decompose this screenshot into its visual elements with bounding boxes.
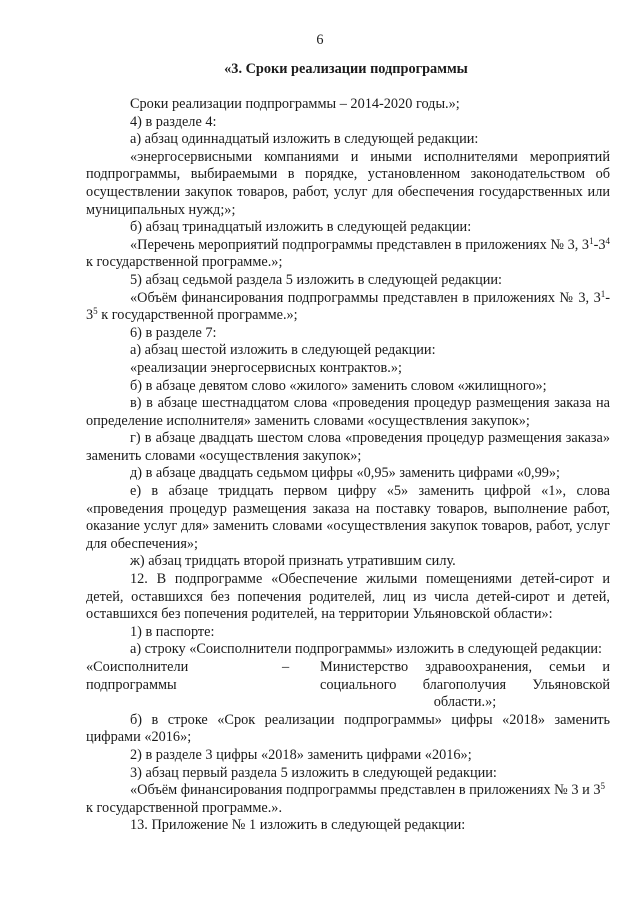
page-number: 6 [316,32,324,48]
paragraph: д) в абзаце двадцать седьмом цифры «0,95» заменить цифрами «0,99»; [130,465,560,482]
paragraph: в) в абзаце шестнадцатом слова «проведения процедур размещения заказа на определение исполнителя» заменить словами «осуществления закупок»; [86,395,610,429]
paragraph: г) в абзаце двадцать шестом слова «проведения процедур размещения заказа» заменить словами «осуществления закупок»; [86,430,610,464]
text-run: «Объём финансирования подпрограммы представлен в приложениях № 3 и 3 [130,782,601,799]
paragraph: а) абзац одиннадцатый изложить в следующей редакции: [130,131,479,148]
paragraph: а) строку «Соисполнители подпрограммы» изложить в следующей редакции: [130,641,602,658]
paragraph: 6) в разделе 7: [130,324,217,341]
text-run: -3 [593,236,606,253]
superscript: 1 [589,235,594,246]
paragraph: а) абзац шестой изложить в следующей редакции: [130,342,436,359]
paragraph: 2) в разделе 3 цифры «2018» заменить цифрами «2016»; [130,746,472,763]
paragraph [86,237,610,272]
paragraph: 13. Приложение № 1 изложить в следующей редакции: [130,817,466,834]
row-label-line: подпрограммы [86,676,177,693]
row-value-line: Министерство здравоохранения, семьи и [320,659,610,675]
paragraph: 3) абзац первый раздела 5 изложить в следующей редакции: [130,764,497,781]
paragraph: б) абзац тринадцатый изложить в следующей редакции: [130,219,472,236]
paragraph [86,290,610,325]
paragraph [86,782,610,817]
superscript: 5 [600,781,605,792]
superscript: 4 [605,235,610,246]
text-run: к государственной программе.»; [97,307,298,324]
passport-table-row [86,659,610,712]
text-run: «Перечень мероприятий подпрограммы представлен в приложениях № 3, 3 [130,236,590,253]
document-body [86,96,610,835]
paragraph: «реализации энергосервисных контрактов.»; [130,359,402,376]
text-run: -3 [86,289,610,324]
paragraph: 12. В подпрограмме «Обеспечение жилыми помещениями детей-сирот и детей, оставшихся без попечения родителей, лиц из числа детей-сирот и детей, оставшихся без попечения родителей, на территории Ульяновской области»: [86,571,610,623]
superscript: 1 [600,288,606,299]
text-run: «Объём финансирования подпрограммы представлен в приложениях № 3, 3 [130,289,601,306]
row-value-line: области.»; [433,694,497,711]
paragraph: б) в абзаце девятом слово «жилого» заменить словом «жилищного»; [130,377,547,394]
paragraph: «энергосервисными компаниями и иными исполнителями мероприятий подпрограммы, выбираемыми в порядке, установленном законодательством об осуществлении закупок товаров, работ, услуг для обеспечения государственных или муниципальных нужд;»; [86,148,610,218]
paragraph: ж) абзац тридцать второй признать утратившим силу. [130,553,456,570]
row-dash: – [282,659,290,675]
superscript: 5 [93,306,98,317]
paragraph: е) в абзаце тридцать первом цифру «5» заменить цифрой «1», слова «проведения процедур размещения заказа на поставку товаров, выполнение работ, оказание услуг для» заменить словами «осуществления закупок товаров, работ, услуг для обеспечения»; [86,483,610,552]
section-heading: «3. Сроки реализации подпрограммы [224,61,468,77]
paragraph: 5) абзац седьмой раздела 5 изложить в следующей редакции: [130,271,503,288]
text-run: к государственной программе.»; [86,254,283,271]
paragraph: б) в строке «Срок реализации подпрограммы» цифры «2018» заменить цифрами «2016»; [86,711,610,746]
paragraph: 1) в паспорте: [130,623,215,640]
paragraph: Сроки реализации подпрограммы – 2014-2020 годы.»; [130,96,460,112]
text-run: к государственной программе.». [86,799,283,816]
row-value-line: социального благополучия Ульяновской [320,676,610,693]
row-label-cell [86,659,282,712]
row-label-line: «Соисполнители [86,659,189,675]
row-value-cell [320,659,610,712]
paragraph: 4) в разделе 4: [130,113,217,130]
